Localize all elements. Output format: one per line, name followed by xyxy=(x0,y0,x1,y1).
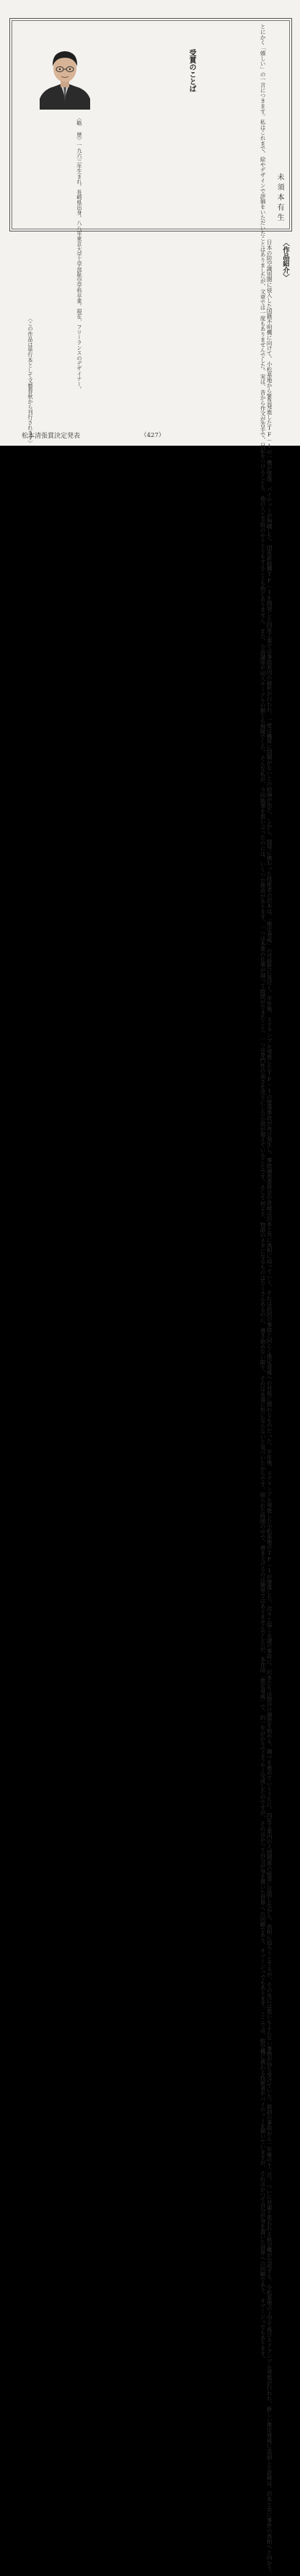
works-title: 〈作品紹介〉 xyxy=(281,239,289,281)
author-name: 未須本有生 xyxy=(275,173,283,224)
award-title: 受賞のことば xyxy=(188,49,195,92)
author-portrait-image xyxy=(40,43,90,110)
award-body: とにかく「嬉しい」の一言につきます。私はこれまで、絵やデザインで評価をいただいたことはありましたが、文章では一度もありませんでした。実は、昔から作文が苦手で、日記をつけることも、他の人と手紙のやりとりをすることも殆どありません。また、小説講座や同人サークルの類とも無縁でした。そんな私が、今回執筆を思い立ったのには、いくつか理由があります。一つは本業の仕事が減って時間ができたこと。一つは専門性の高さを売りにした小説が増えていることです。そして何より、物語のネタになるものはたくさんあるのに、書き始めない限り、それは永遠に形にならないと気づいたからです。限られた時間の中で、書き上げるのは簡単ではありませんでしたが、本作品「推定脅威」で、約一年がかりでようやく完成したのですが、それはかつて自分が身を置いた世界への回顧であり、オマージュでもあります。ここでは、航空機に携わる技術者やパイロットを描いていますが、それはかつて自分が身を置いた世界への回顧であり、オマージュでもあります。 xyxy=(260,24,266,2362)
profile-heading: 〈略 歴〉 xyxy=(76,115,83,143)
profile-text: 一九六三年生まれ。長崎県出身。八八年東京大学工学部航空学科卒業。現在、フリーランスのデザイナー。 xyxy=(76,142,83,392)
page-number: （427） xyxy=(141,432,165,439)
works-body: 日本の防空識別圏に侵入した国籍不明機に向けて、小松基地から緊急発進したTF－1の一機が墜落。パイロットが殉職した。国産新鋭機TF－1を開発した四星工業では事故原因の解析が行われ、一度は機体に問題がないとの結論が出た。しかし、開発に携わった技術者の沢本は、「推定脅威」の可能性に気付く。半年後、スクランブル発進したTF－1の墜落事故が再び発生し、事故調査委員会の倉崎は沢本と共に真相に迫っていく。それは前回の事故と同じく推定脅威への対処に関わるものだった。半年後、スクランブル発進した小松基地のTF－1が墜落した。次々と起こる謎の事故に、沢本たちは独自の調査を始める。調べを進めていくうちに、四星工業内の人間関係の暗部に直面しながら、真相に迫ろうとするが、その先には思いもよらない事態が待ち受けていた。最初の事故から一年後の十二月、ついに対策と思われる航空機が完成する。小松基地の上空で再びスクランブル発進が行われ、新しい推定脅威に直面した倉崎は、沢本と共に事件の真相へと向かう。 xyxy=(266,239,273,2576)
author-photo xyxy=(40,43,90,110)
publication-note: 〈この作品は単行本として文藝春秋から刊行されます〉 xyxy=(27,316,34,446)
footer-title: 松本清張賞決定発表 xyxy=(22,433,81,440)
